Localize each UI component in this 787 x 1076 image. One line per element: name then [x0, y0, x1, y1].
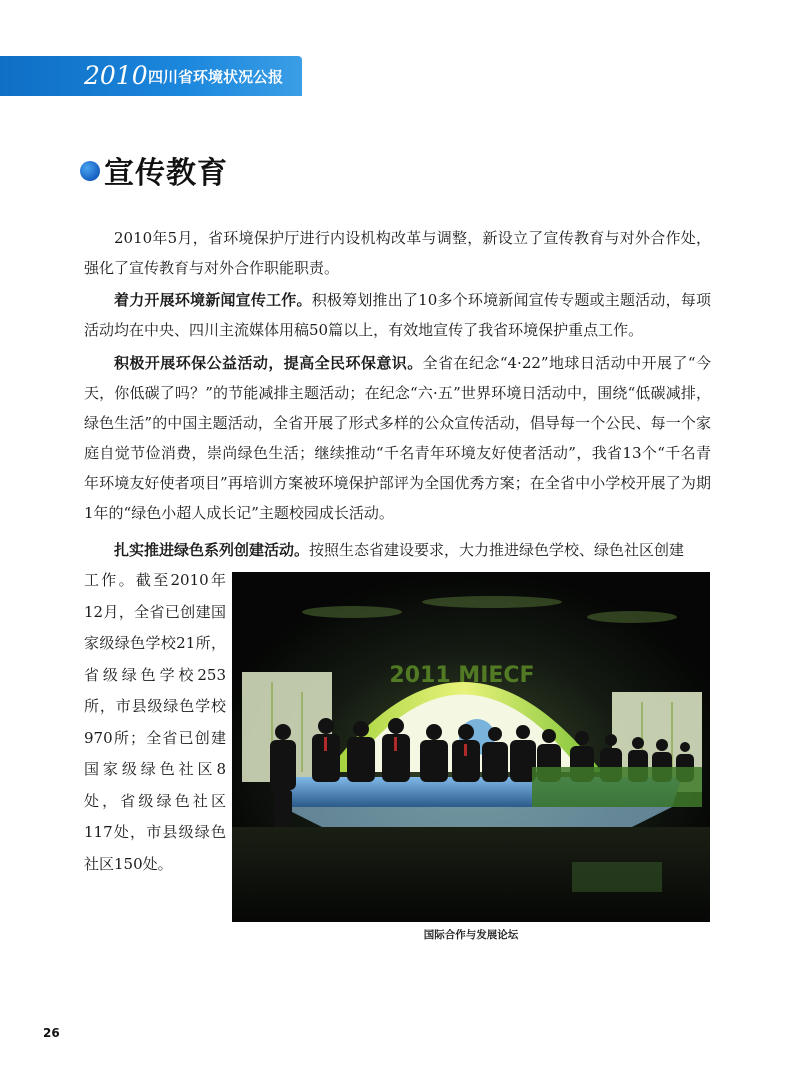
paragraph-text: 按照生态省建设要求，大力推进绿色学校、绿色社区创建 [309, 541, 685, 559]
header-title: 四川省环境状况公报 [148, 68, 284, 86]
event-photo [232, 572, 710, 922]
paragraph-text: 积极筹划推出了10多个环境新闻宣传专题或主题活动，每项活动均在中央、四川主流媒体用稿50篇以上，有效地宣传了我省环境保护重点工作。 [84, 291, 711, 339]
paragraph-3 [84, 348, 711, 528]
paragraph-1 [84, 223, 711, 283]
paragraph-4 [84, 535, 711, 565]
header-year: 2010 [84, 61, 148, 90]
section-heading [80, 150, 228, 190]
paragraph-lead: 着力开展环境新闻宣传工作。 [114, 291, 312, 309]
paragraph-lead: 积极开展环保公益活动，提高全民环保意识。 [114, 354, 423, 372]
photo-banner-text: 2011 MIECF [389, 663, 535, 688]
page-number: 26 [43, 1026, 60, 1040]
photo-caption: 国际合作与发展论坛 [423, 929, 519, 941]
blue-circle-bullet-icon [80, 161, 100, 181]
paragraph-text: 全省在纪念“4·22”地球日活动中开展了“今天，你低碳了吗？”的节能减排主题活动；在纪念“六·五”世界环境日活动中，围绕“低碳减排，绿色生活”的中国主题活动，全省开展了形式多样的公众宣传活动，倡导每一个公民、每一个家庭自觉节俭消费，崇尚绿色生活；继续推动“千名青年环境友好使者活动”，我省13个“千名青年环境友好使者项目”再培训方案被环境保护部评为全国优秀方案；在全省中小学校开展了为期1年的“绿色小超人成长记”主题校园成长活动。 [84, 354, 712, 522]
paragraph-lead: 扎实推进绿色系列创建活动。 [114, 541, 310, 559]
paragraph-4-continued: 工作。截至2010年12月，全省已创建国家级绿色学校21所，省级绿色学校253所，市县级绿色学校970所；全省已创建国家级绿色社区8处，省级绿色社区117处，市县级绿色社区150处。 [84, 571, 226, 873]
paragraph-2 [84, 285, 711, 345]
paragraph-text: 2010年5月，省环境保护厅进行内设机构改革与调整，新设立了宣传教育与对外合作处，强化了宣传教育与对外合作职能职责。 [84, 229, 711, 277]
section-title: 宣传教育 [104, 156, 228, 191]
